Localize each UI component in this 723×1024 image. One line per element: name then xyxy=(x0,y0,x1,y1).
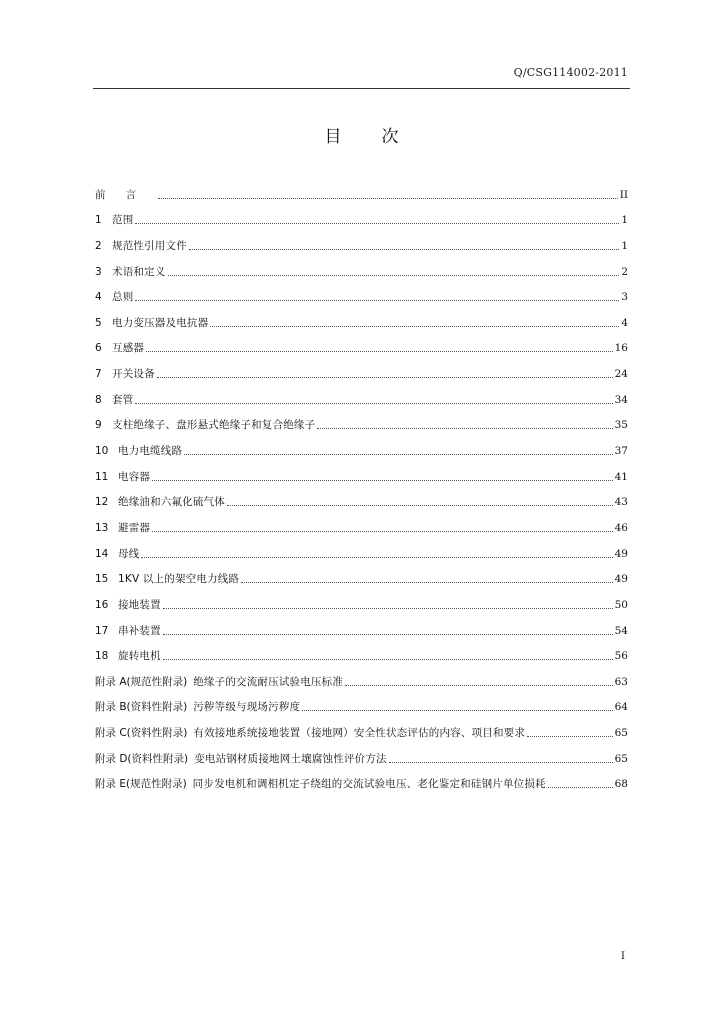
dot-leader xyxy=(157,377,613,378)
dot-leader xyxy=(152,531,613,532)
toc-entry-title: 绝缘油和六氟化硫气体 xyxy=(118,496,225,509)
toc-entry-title: 套管 xyxy=(112,393,134,406)
toc-entry-title: 总则 xyxy=(112,291,134,304)
toc-entry-appendix[interactable] xyxy=(95,689,628,715)
toc-entry[interactable] xyxy=(95,202,628,228)
toc-entry-title: 避雷器 xyxy=(118,521,151,534)
page-number: I xyxy=(621,951,625,962)
dot-leader xyxy=(189,249,619,250)
toc-entry-title: 变电站钢材质接地网土壤腐蚀性评价方法 xyxy=(194,752,387,765)
toc-entry-number: 8 xyxy=(95,393,102,406)
dot-leader xyxy=(158,198,618,199)
dot-leader xyxy=(163,659,613,660)
toc-entry-number: 3 xyxy=(95,265,102,278)
page-title: 目次 xyxy=(324,127,439,147)
toc-entry-number: 16 xyxy=(95,598,109,611)
toc-entry-page: 68 xyxy=(614,778,628,791)
toc-entry-title: 污秽等级与现场污秽度 xyxy=(193,701,301,714)
toc-entry[interactable] xyxy=(95,561,628,587)
toc-entry-page: 50 xyxy=(614,598,628,611)
toc-entry-number: 5 xyxy=(95,316,102,329)
toc-entry-number: 10 xyxy=(95,445,109,458)
toc-entry-appendix[interactable] xyxy=(95,766,628,792)
toc-entry-title: 同步发电机和调相机定子绕组的交流试验电压、老化鉴定和硅钢片单位损耗 xyxy=(192,778,546,791)
toc-entry-title: 前言 xyxy=(95,188,156,201)
toc-entry[interactable] xyxy=(95,253,628,279)
toc-entry-appendix[interactable] xyxy=(95,740,628,766)
toc-entry-title: 串补装置 xyxy=(118,624,161,637)
toc-entry-title: 有效接地系统接地装置（接地网）安全性状态评估的内容、项目和要求 xyxy=(193,727,526,740)
dot-leader xyxy=(548,787,613,788)
dot-leader xyxy=(317,428,612,429)
toc-entry[interactable] xyxy=(95,304,628,330)
toc-entry-number: 6 xyxy=(95,342,102,355)
toc-entry-title: 1KV 以上的架空电力线路 xyxy=(118,573,240,586)
dot-leader xyxy=(135,403,612,404)
toc-entry[interactable] xyxy=(95,535,628,561)
toc-entry[interactable] xyxy=(95,227,628,253)
toc-entry-title: 电容器 xyxy=(118,470,151,483)
toc-entry-page: 3 xyxy=(621,291,628,304)
toc-entry-page: 63 xyxy=(614,675,628,688)
toc-entry-page: 49 xyxy=(614,547,628,560)
toc-entry-number: 9 xyxy=(95,419,102,432)
toc-entry[interactable] xyxy=(95,355,628,381)
toc-entry-title: 母线 xyxy=(118,547,140,560)
toc-entry-number: 12 xyxy=(95,496,109,509)
header-rule xyxy=(93,88,630,89)
toc-entry-number: 4 xyxy=(95,291,102,304)
dot-leader xyxy=(135,300,619,301)
toc-entry-number: 7 xyxy=(95,368,102,381)
toc-entry-page: 56 xyxy=(614,650,628,663)
toc-entry-title: 支柱绝缘子、盘形悬式绝缘子和复合绝缘子 xyxy=(112,419,316,432)
dot-leader xyxy=(163,608,613,609)
toc-entry-title: 开关设备 xyxy=(112,368,155,381)
toc-entry-page: 4 xyxy=(621,316,628,329)
toc-entry-number: 13 xyxy=(95,521,109,534)
appendix-label: 附录 D(资料性附录) xyxy=(95,752,189,765)
toc-entry-title: 接地装置 xyxy=(118,598,161,611)
toc-entry-number: 17 xyxy=(95,624,109,637)
dot-leader xyxy=(146,351,613,352)
appendix-label: 附录 A(规范性附录) xyxy=(95,675,188,688)
toc-entry-page: 24 xyxy=(614,368,628,381)
toc-entry-preface[interactable] xyxy=(95,176,628,202)
toc-entry-page: 46 xyxy=(614,521,628,534)
toc-entry-page: 2 xyxy=(621,265,628,278)
appendix-label: 附录 B(资料性附录) xyxy=(95,701,188,714)
dot-leader xyxy=(241,582,612,583)
toc-entry[interactable] xyxy=(95,586,628,612)
toc-entry-title: 互感器 xyxy=(112,342,145,355)
toc-entry[interactable] xyxy=(95,381,628,407)
toc-entry-page: 64 xyxy=(614,701,628,714)
toc-entry[interactable] xyxy=(95,279,628,305)
dot-leader xyxy=(210,326,619,327)
toc-entry[interactable] xyxy=(95,612,628,638)
toc-entry-page: 43 xyxy=(614,496,628,509)
dot-leader xyxy=(227,505,613,506)
toc-entry-page: 37 xyxy=(614,445,628,458)
toc-entry[interactable] xyxy=(95,509,628,535)
toc-entry-page: II xyxy=(619,188,628,201)
toc-entry-page: 49 xyxy=(614,573,628,586)
toc-entry-page: 1 xyxy=(621,214,628,227)
toc-entry[interactable] xyxy=(95,458,628,484)
toc-entry-title: 规范性引用文件 xyxy=(112,239,187,252)
dot-leader xyxy=(168,275,620,276)
dot-leader xyxy=(141,557,612,558)
toc-entry-title: 电力变压器及电抗器 xyxy=(112,316,209,329)
toc-entry-page: 41 xyxy=(614,470,628,483)
toc-entry-number: 15 xyxy=(95,573,109,586)
toc-entry-page: 16 xyxy=(614,342,628,355)
toc-entry-title: 旋转电机 xyxy=(118,650,161,663)
toc-entry-page: 54 xyxy=(614,624,628,637)
dot-leader xyxy=(389,762,613,763)
appendix-label: 附录 C(资料性附录) xyxy=(95,727,188,740)
table-of-contents xyxy=(95,176,628,791)
toc-entry-number: 18 xyxy=(95,650,109,663)
toc-entry-page: 34 xyxy=(614,393,628,406)
toc-entry-number: 2 xyxy=(95,239,102,252)
toc-entry-number: 14 xyxy=(95,547,109,560)
toc-entry-appendix[interactable] xyxy=(95,663,628,689)
toc-entry-title: 范围 xyxy=(112,214,134,227)
toc-entry-number: 11 xyxy=(95,470,109,483)
toc-entry-page: 1 xyxy=(621,239,628,252)
dot-leader xyxy=(152,480,613,481)
toc-entry-title: 绝缘子的交流耐压试验电压标准 xyxy=(193,675,344,688)
toc-entry[interactable] xyxy=(95,330,628,356)
toc-entry[interactable] xyxy=(95,407,628,433)
dot-leader xyxy=(345,685,613,686)
toc-entry-appendix[interactable] xyxy=(95,714,628,740)
toc-entry[interactable] xyxy=(95,638,628,664)
document-code: Q/CSG114002-2011 xyxy=(513,66,628,79)
dot-leader xyxy=(135,223,619,224)
dot-leader xyxy=(527,736,613,737)
toc-entry[interactable] xyxy=(95,484,628,510)
appendix-label: 附录 E(规范性附录) xyxy=(95,778,187,791)
dot-leader xyxy=(184,454,612,455)
dot-leader xyxy=(163,634,613,635)
toc-entry-title: 电力电缆线路 xyxy=(118,445,183,458)
toc-entry-title: 术语和定义 xyxy=(112,265,166,278)
dot-leader xyxy=(302,710,612,711)
toc-entry-page: 65 xyxy=(614,752,628,765)
toc-entry[interactable] xyxy=(95,432,628,458)
toc-entry-page: 65 xyxy=(614,727,628,740)
toc-entry-page: 35 xyxy=(614,419,628,432)
toc-entry-number: 1 xyxy=(95,214,102,227)
